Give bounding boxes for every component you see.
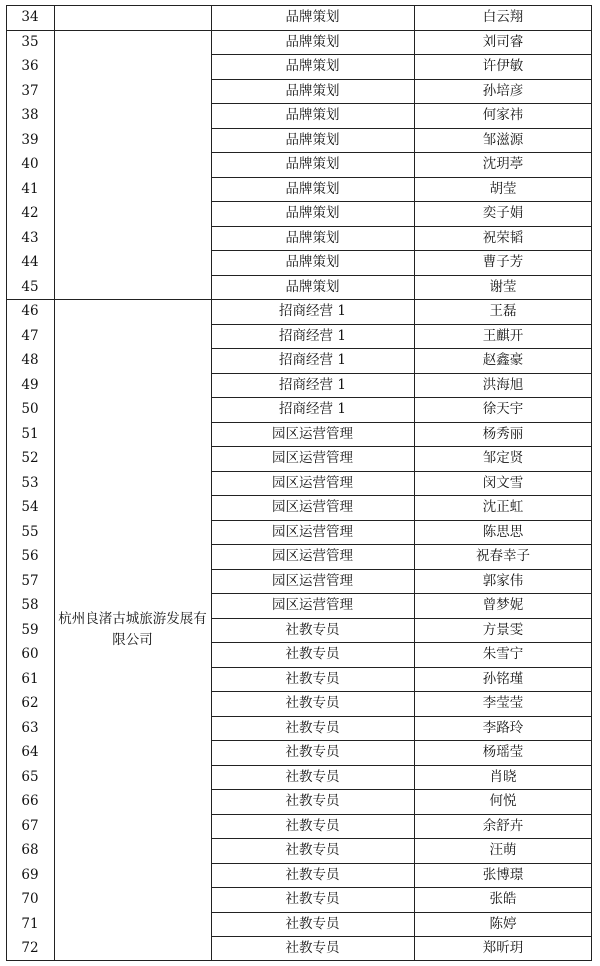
person-name-cell: 张博璟	[482, 866, 524, 883]
person-name-cell: 张皓	[489, 890, 517, 907]
person-name-cell: 方景雯	[482, 621, 524, 638]
person-name-cell: 杨瑶莹	[482, 743, 524, 760]
department-cell: 品牌策划	[285, 180, 340, 197]
person-name-cell: 汪萌	[489, 841, 517, 858]
person-name-cell: 郑昕玥	[482, 939, 524, 956]
person-name-cell: 孙铭瑾	[482, 670, 524, 687]
row-number-cell: 39	[21, 131, 39, 148]
person-name-cell: 徐天宇	[482, 400, 524, 417]
department-cell: 园区运营管理	[272, 596, 353, 613]
row-number-cell: 57	[21, 572, 39, 589]
person-name-cell: 曹子芳	[482, 253, 524, 270]
row-number-cell: 45	[21, 278, 39, 295]
row-number-cell: 69	[21, 866, 39, 883]
row-number-cell: 51	[21, 425, 39, 442]
person-name-cell: 王磊	[489, 302, 517, 319]
row-number-cell: 64	[21, 743, 39, 760]
person-name-cell: 王麒开	[482, 327, 524, 344]
person-name-cell: 祝春幸子	[476, 547, 530, 564]
department-cell: 园区运营管理	[272, 474, 353, 491]
company-name-cell: 杭州良渚古城旅游发展有限公司	[58, 611, 207, 648]
person-name-cell: 朱雪宁	[482, 645, 524, 662]
person-name-cell: 邹滋源	[482, 131, 524, 148]
person-name-cell: 洪海旭	[482, 376, 524, 393]
row-number-cell: 65	[21, 768, 39, 785]
department-cell: 社教专员	[285, 694, 340, 711]
person-name-cell: 余舒卉	[482, 817, 524, 834]
department-cell: 社教专员	[285, 621, 340, 638]
row-number-cell: 49	[21, 376, 39, 393]
department-cell: 品牌策划	[285, 253, 340, 270]
row-number-cell: 44	[21, 253, 39, 270]
department-cell: 品牌策划	[285, 33, 340, 50]
person-name-cell: 陈婷	[489, 915, 517, 932]
person-name-cell: 闵文雪	[482, 474, 524, 491]
person-name-cell: 沈正虹	[482, 498, 524, 515]
row-number-cell: 46	[21, 302, 39, 319]
department-cell: 社教专员	[285, 890, 340, 907]
department-cell: 社教专员	[285, 841, 340, 858]
row-number-cell: 52	[21, 449, 39, 466]
row-number-cell: 67	[21, 817, 39, 834]
row-number-cell: 50	[21, 400, 39, 417]
person-name-cell: 曾梦妮	[482, 596, 524, 613]
department-cell: 品牌策划	[285, 8, 340, 25]
department-cell: 园区运营管理	[272, 425, 353, 442]
person-name-cell: 谢莹	[489, 278, 517, 295]
row-number-cell: 35	[21, 33, 39, 50]
row-number-cell: 58	[21, 596, 39, 613]
row-number-cell: 36	[21, 57, 39, 74]
row-number-cell: 43	[21, 229, 39, 246]
department-cell: 品牌策划	[285, 155, 340, 172]
person-name-cell: 何家祎	[482, 106, 524, 123]
department-cell: 招商经营 1	[279, 327, 346, 344]
person-name-cell: 邹定贤	[482, 449, 524, 466]
row-number-cell: 38	[21, 106, 39, 123]
row-number-cell: 71	[21, 915, 39, 932]
department-cell: 招商经营 1	[279, 351, 346, 368]
department-cell: 招商经营 1	[279, 376, 346, 393]
person-name-cell: 白云翔	[482, 8, 524, 25]
department-cell: 品牌策划	[285, 278, 340, 295]
person-name-cell: 赵鑫豪	[482, 351, 524, 368]
department-cell: 园区运营管理	[272, 498, 353, 515]
department-cell: 社教专员	[285, 743, 340, 760]
department-cell: 社教专员	[285, 670, 340, 687]
person-name-cell: 李莹莹	[482, 694, 524, 711]
row-number-cell: 47	[21, 327, 39, 344]
department-cell: 社教专员	[285, 939, 340, 956]
person-name-cell: 李路玲	[482, 719, 524, 736]
person-name-cell: 祝荣韬	[482, 229, 524, 246]
person-name-cell: 陈思思	[482, 523, 524, 540]
department-cell: 品牌策划	[285, 131, 340, 148]
row-number-cell: 53	[21, 474, 39, 491]
department-cell: 园区运营管理	[272, 449, 353, 466]
row-number-cell: 62	[21, 694, 39, 711]
row-number-cell: 66	[21, 792, 39, 809]
department-cell: 招商经营 1	[279, 400, 346, 417]
row-number-cell: 60	[21, 645, 39, 662]
row-number-cell: 54	[21, 498, 39, 515]
person-name-cell: 胡莹	[489, 180, 517, 197]
row-number-cell: 48	[21, 351, 39, 368]
department-cell: 园区运营管理	[272, 523, 353, 540]
row-number-cell: 59	[21, 621, 39, 638]
department-cell: 社教专员	[285, 768, 340, 785]
department-cell: 品牌策划	[285, 204, 340, 221]
department-cell: 品牌策划	[285, 57, 340, 74]
row-number-cell: 55	[21, 523, 39, 540]
department-cell: 社教专员	[285, 792, 340, 809]
department-cell: 社教专员	[285, 719, 340, 736]
row-number-cell: 40	[21, 155, 39, 172]
department-cell: 园区运营管理	[272, 547, 353, 564]
row-number-cell: 56	[21, 547, 39, 564]
department-cell: 品牌策划	[285, 229, 340, 246]
person-name-cell: 许伊敏	[482, 57, 524, 74]
row-number-cell: 70	[21, 890, 39, 907]
department-cell: 社教专员	[285, 866, 340, 883]
department-cell: 社教专员	[285, 817, 340, 834]
person-name-cell: 孙培彦	[482, 82, 524, 99]
row-number-cell: 37	[21, 82, 39, 99]
person-name-cell: 刘司睿	[482, 33, 524, 50]
row-number-cell: 41	[21, 180, 39, 197]
department-cell: 招商经营 1	[279, 302, 346, 319]
department-cell: 品牌策划	[285, 82, 340, 99]
row-number-cell: 34	[21, 8, 39, 25]
row-number-cell: 68	[21, 841, 39, 858]
department-cell: 园区运营管理	[272, 572, 353, 589]
person-name-cell: 沈玥葶	[482, 155, 524, 172]
department-cell: 社教专员	[285, 645, 340, 662]
row-number-cell: 63	[21, 719, 39, 736]
person-name-cell: 杨秀丽	[482, 425, 524, 442]
staff-table	[6, 5, 592, 961]
person-name-cell: 奕子娟	[482, 204, 524, 221]
row-number-cell: 61	[21, 670, 39, 687]
row-number-cell: 72	[21, 939, 39, 956]
person-name-cell: 肖晓	[489, 768, 517, 785]
person-name-cell: 郭家伟	[482, 572, 524, 589]
department-cell: 品牌策划	[285, 106, 340, 123]
person-name-cell: 何悦	[489, 792, 517, 809]
department-cell: 社教专员	[285, 915, 340, 932]
row-number-cell: 42	[21, 204, 39, 221]
